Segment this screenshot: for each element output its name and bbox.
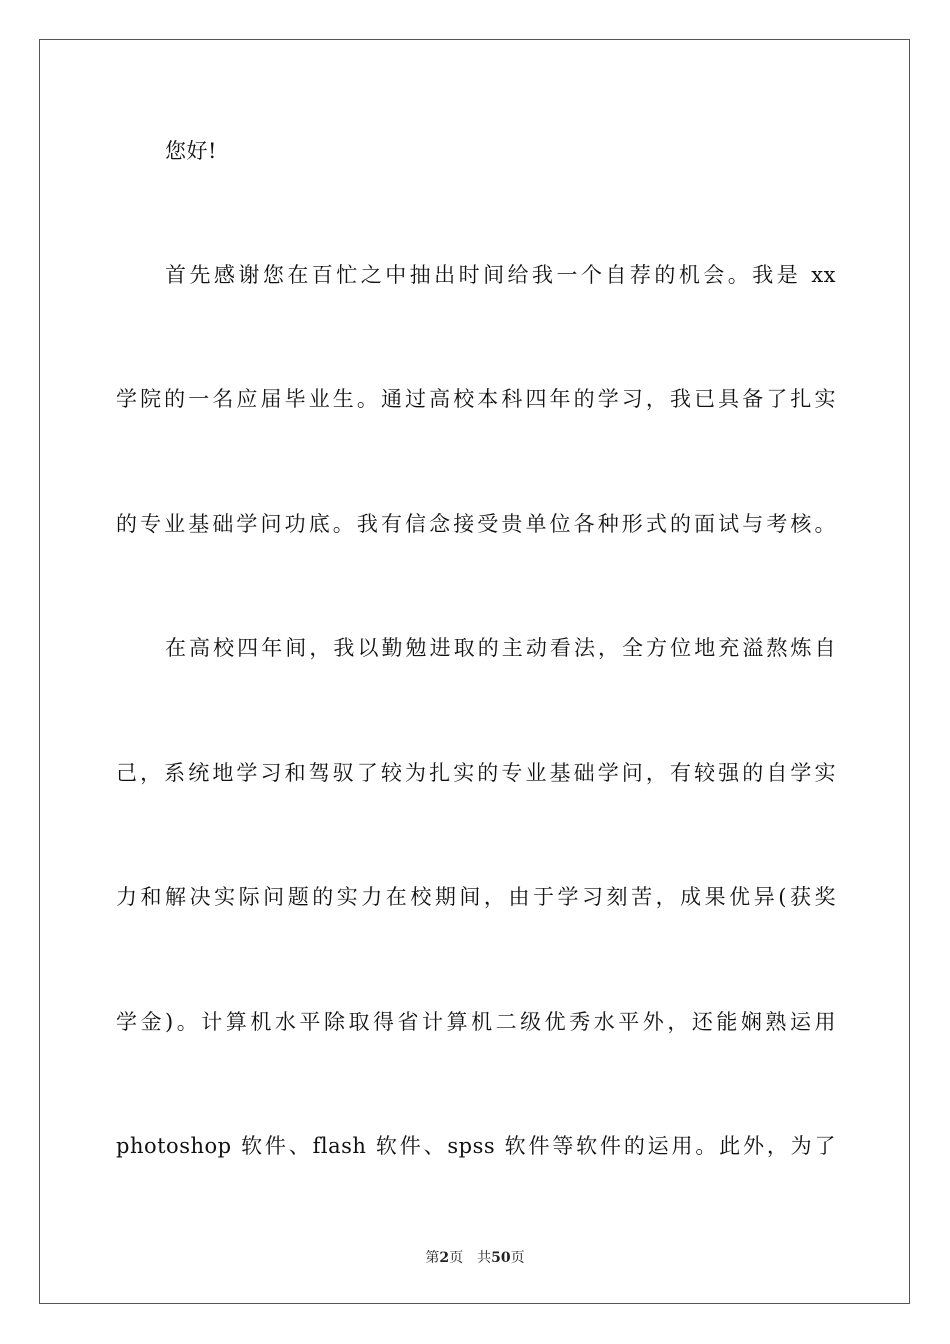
footer-total-suffix: 页 (510, 1250, 525, 1266)
greeting-line: 您好! (165, 139, 217, 163)
body-line-8: photoshop 软件、flash 软件、spss 软件等软件的运用。此外，为了 (116, 1134, 836, 1158)
body-line-6: 力和解决实际问题的实力在校期间，由于学习刻苦，成果优异(获奖 (116, 885, 836, 909)
footer-total-pages: 50 (491, 1250, 511, 1266)
footer-page-number: 2 (439, 1250, 450, 1266)
body-line-1: 首先感谢您在百忙之中抽出时间给我一个自荐的机会。我是 xx (165, 263, 836, 287)
page-footer (0, 1248, 950, 1268)
footer-page-suffix: 页 (449, 1250, 464, 1266)
body-line-3: 的专业基础学问功底。我有信念接受贵单位各种形式的面试与考核。 (116, 512, 836, 536)
page-border (39, 39, 910, 1304)
footer-total-prefix: 共 (477, 1250, 492, 1266)
body-line-4: 在高校四年间，我以勤勉进取的主动看法，全方位地充溢熬炼自 (165, 636, 836, 660)
body-line-5: 己，系统地学习和驾驭了较为扎实的专业基础学问，有较强的自学实 (116, 761, 836, 785)
footer-page-prefix: 第 (425, 1250, 440, 1266)
body-line-2: 学院的一名应届毕业生。通过高校本科四年的学习，我已具备了扎实 (116, 387, 836, 411)
body-line-7: 学金)。计算机水平除取得省计算机二级优秀水平外，还能娴熟运用 (116, 1010, 836, 1034)
